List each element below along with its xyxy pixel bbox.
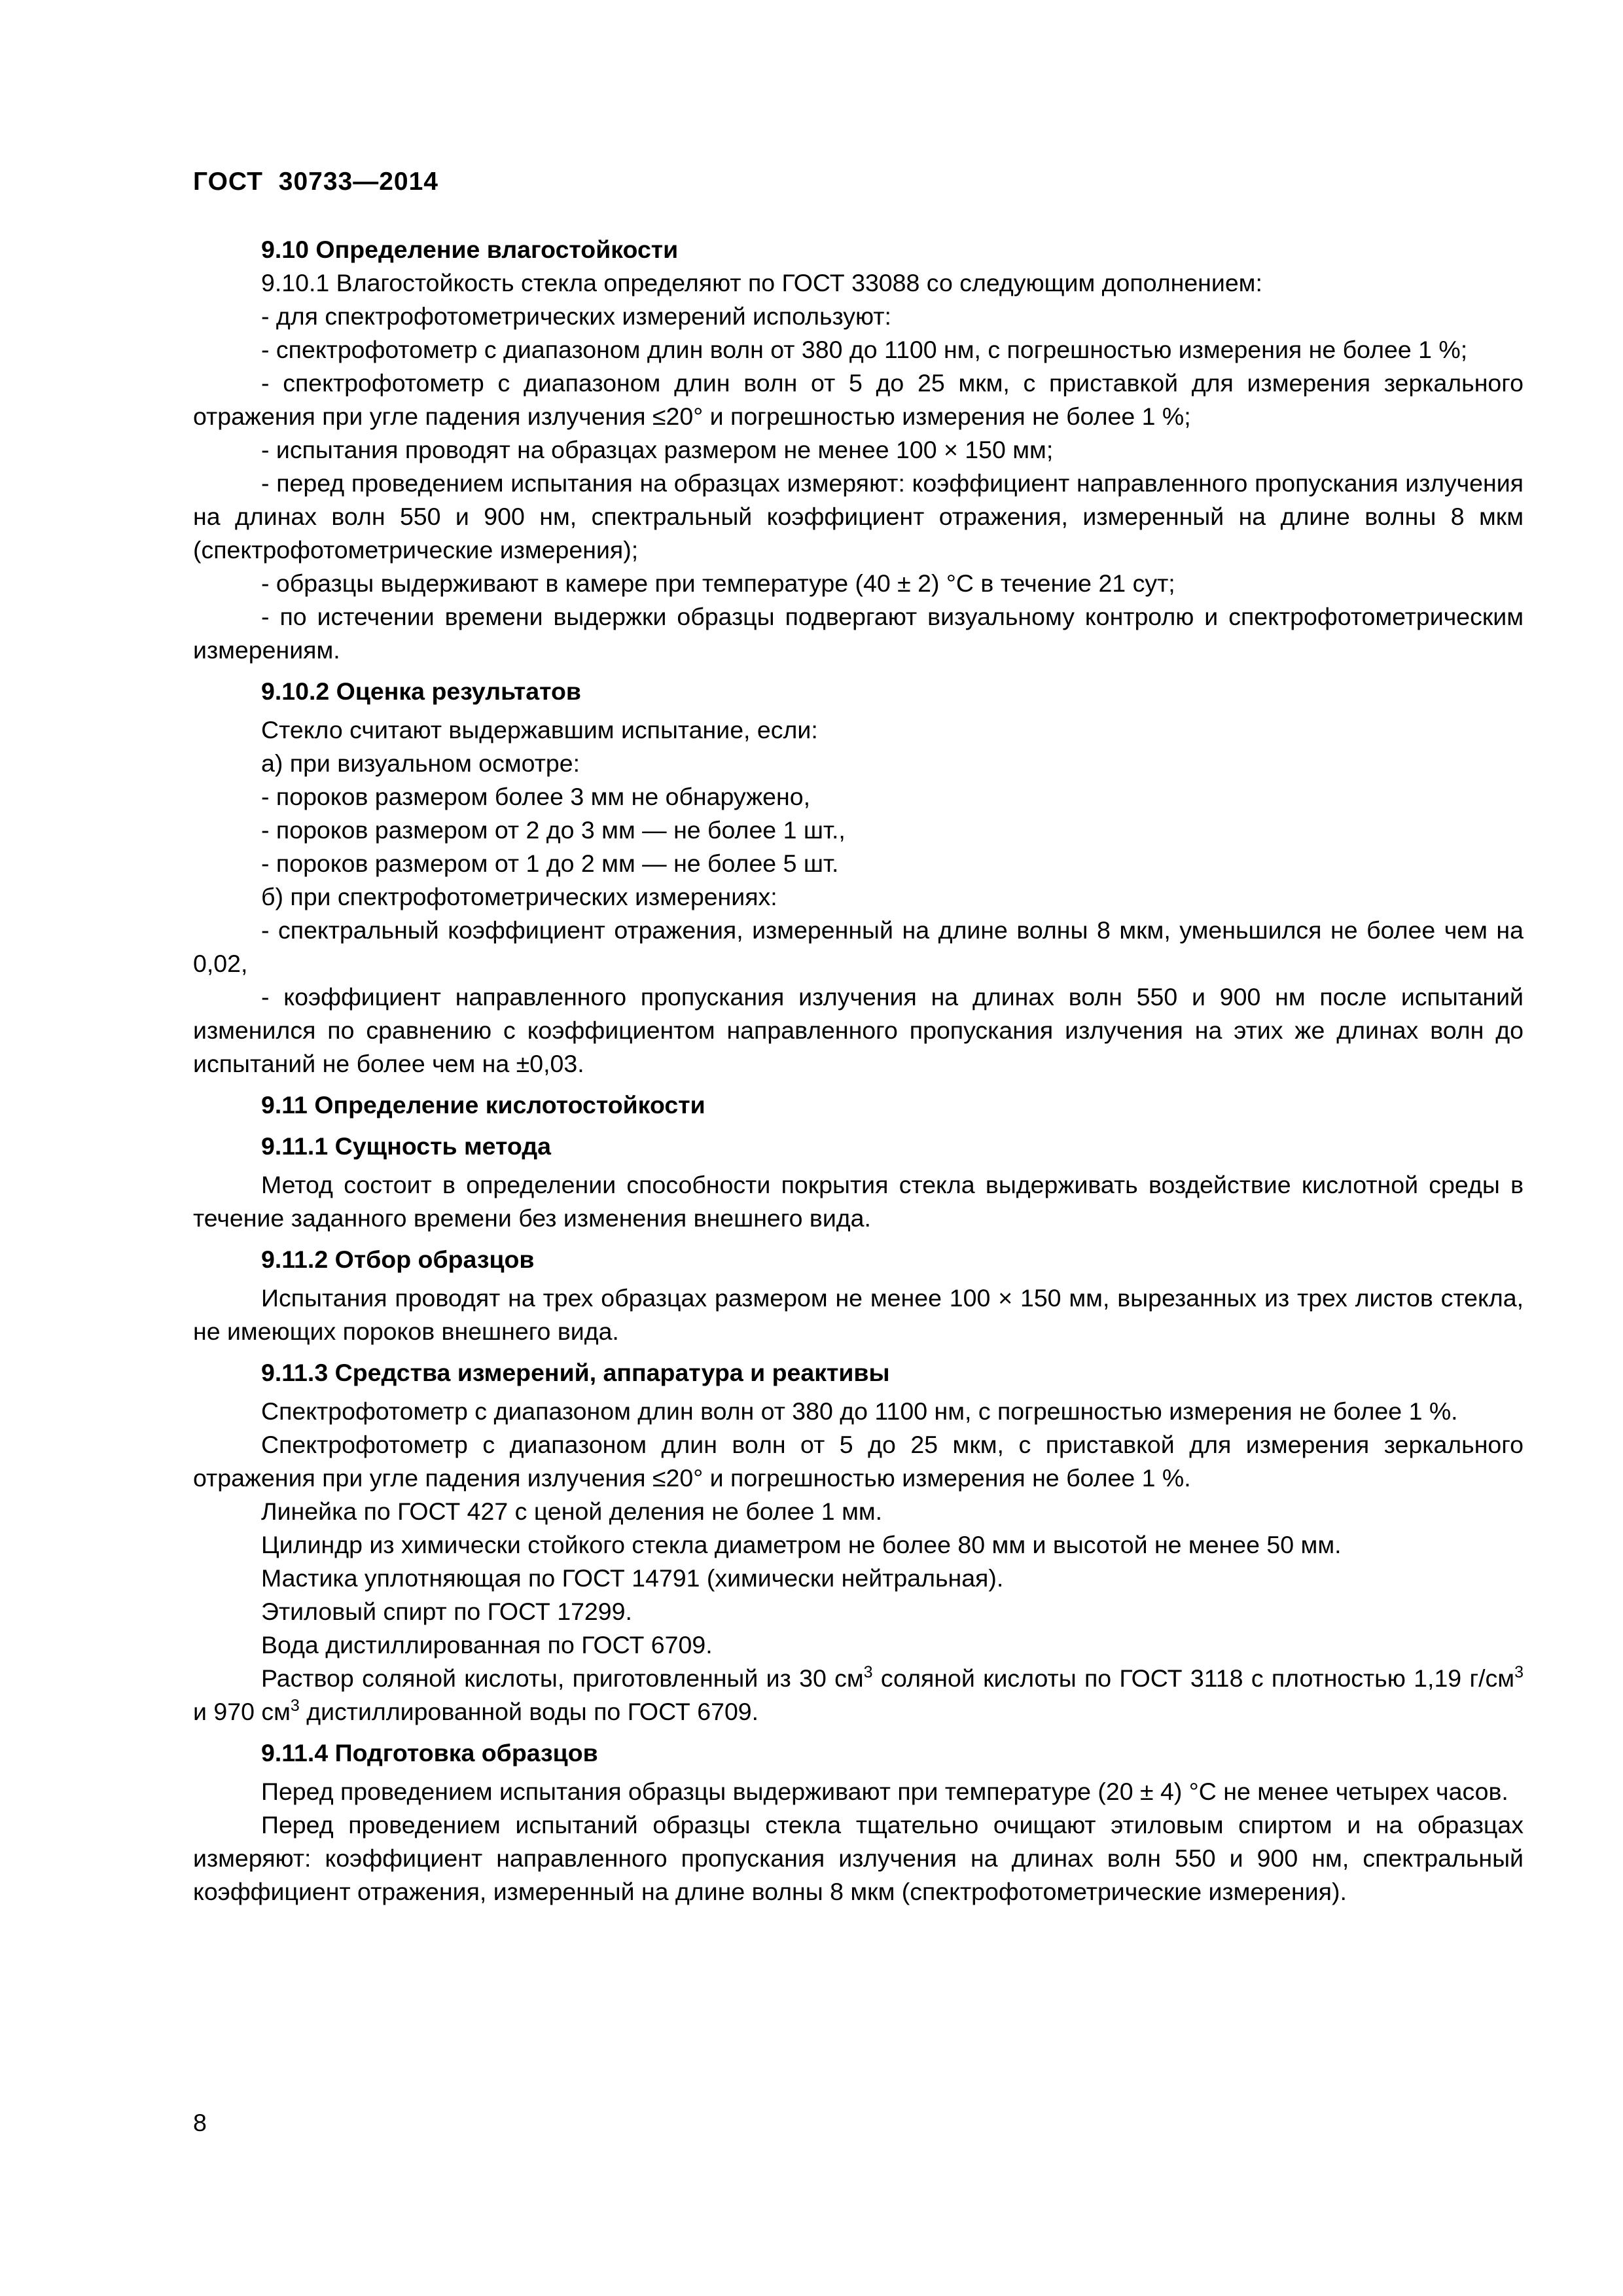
paragraph: Вода дистиллированная по ГОСТ 6709. <box>261 1631 713 1659</box>
paragraph: а) при визуальном осмотре: <box>261 749 580 777</box>
document-code-header: ГОСТ 30733—2014 <box>193 168 438 196</box>
section-heading-9-11-3: 9.11.3 Средства измерений, аппаратура и реактивы <box>261 1359 890 1386</box>
page-number: 8 <box>193 2109 207 2136</box>
paragraph: Этиловый спирт по ГОСТ 17299. <box>261 1598 632 1625</box>
paragraph: - испытания проводят на образцах размером не менее 100 × 150 мм; <box>261 436 1054 463</box>
paragraph: 9.10.1 Влагостойкость стекла определяют по ГОСТ 33088 со следующим дополнением: <box>261 269 1262 296</box>
paragraph: Перед проведением испытания образцы выдерживают при температуре (20 ± 4) °C не менее четырех часов. <box>261 1778 1508 1805</box>
paragraph: - пороков размером от 1 до 2 мм — не более 5 шт. <box>261 850 839 877</box>
section-heading-9-11-1: 9.11.1 Сущность метода <box>261 1132 551 1160</box>
paragraph: Спектрофотометр с диапазоном длин волн от 5 до 25 мкм, с приставкой для измерения зеркального отражения при угле падения излучения ≤20° и погрешностью измерения не более 1 %. <box>193 1431 1524 1492</box>
paragraph: б) при спектрофотометрических измерениях: <box>261 883 777 910</box>
text-run: дистиллированной воды по ГОСТ 6709. <box>299 1698 759 1725</box>
paragraph: - для спектрофотометрических измерений используют: <box>261 302 891 330</box>
paragraph: Цилиндр из химически стойкого стекла диаметром не более 80 мм и высотой не менее 50 мм. <box>261 1531 1342 1558</box>
paragraph: Испытания проводят на трех образцах размером не менее 100 × 150 мм, вырезанных из трех листов стекла, не имеющих пороков внешнего вида. <box>193 1284 1524 1345</box>
paragraph: - спектрофотометр с диапазоном длин волн от 5 до 25 мкм, с приставкой для измерения зеркального отражения при угле падения излучения ≤20° и погрешностью измерения не более 1 %; <box>193 369 1524 430</box>
superscript: 3 <box>863 1663 873 1681</box>
text-run: соляной кислоты по ГОСТ 3118 с плотностью 1,19 г/см <box>872 1664 1515 1692</box>
paragraph: - пороков размером более 3 мм не обнаружено, <box>261 783 811 810</box>
paragraph: Спектрофотометр с диапазоном длин волн от 380 до 1100 нм, с погрешностью измерения не более 1 %. <box>261 1397 1458 1425</box>
paragraph: - образцы выдерживают в камере при температуре (40 ± 2) °C в течение 21 сут; <box>261 569 1175 597</box>
section-heading-9-11-4: 9.11.4 Подготовка образцов <box>261 1739 598 1767</box>
paragraph: Мастика уплотняющая по ГОСТ 14791 (химически нейтральная). <box>261 1564 1004 1592</box>
paragraph: - пороков размером от 2 до 3 мм — не более 1 шт., <box>261 816 846 844</box>
text-run: Раствор соляной кислоты, приготовленный из 30 см <box>261 1664 864 1692</box>
paragraph: - перед проведением испытания на образцах измеряют: коэффициент направленного пропускания излучения на длинах волн 550 и 900 нм, спектральный коэффициент отражения, измеренный на длине волны 8 мкм (спектрофотометрические измерения); <box>193 469 1524 564</box>
text-run: и 970 см <box>193 1698 291 1725</box>
paragraph-acid-solution <box>193 1662 1524 1729</box>
superscript: 3 <box>1514 1663 1524 1681</box>
paragraph: Стекло считают выдержавшим испытание, если: <box>261 716 818 744</box>
paragraph: Метод состоит в определении способности покрытия стекла выдерживать воздействие кислотной среды в течение заданного времени без изменения внешнего вида. <box>193 1171 1524 1232</box>
document-body <box>193 233 1524 1909</box>
section-heading-9-10: 9.10 Определение влагостойкости <box>261 236 679 263</box>
section-heading-9-11: 9.11 Определение кислотостойкости <box>261 1091 705 1119</box>
paragraph: - по истечении времени выдержки образцы подвергают визуальному контролю и спектрофотометрическим измерениям. <box>193 603 1524 664</box>
paragraph: Линейка по ГОСТ 427 с ценой деления не более 1 мм. <box>261 1498 883 1525</box>
paragraph: - спектрофотометр с диапазоном длин волн от 380 до 1100 нм, с погрешностью измерения не более 1 %; <box>261 336 1468 363</box>
superscript: 3 <box>290 1696 300 1715</box>
section-heading-9-11-2: 9.11.2 Отбор образцов <box>261 1246 535 1273</box>
section-heading-9-10-2: 9.10.2 Оценка результатов <box>261 677 581 705</box>
paragraph: - коэффициент направленного пропускания излучения на длинах волн 550 и 900 нм после испытаний изменился по сравнению с коэффициентом направленного пропускания излучения на этих же длинах волн до испытаний не более чем на ±0,03. <box>193 983 1524 1077</box>
paragraph: - спектральный коэффициент отражения, измеренный на длине волны 8 мкм, уменьшился не более чем на 0,02, <box>193 916 1524 977</box>
paragraph: Перед проведением испытаний образцы стекла тщательно очищают этиловым спиртом и на образцах измеряют: коэффициент направленного пропускания излучения на длинах волн 550 и 900 нм, спектральный коэффициент отражения, измеренный на длине волны 8 мкм (спектрофотометрические измерения). <box>193 1811 1524 1905</box>
